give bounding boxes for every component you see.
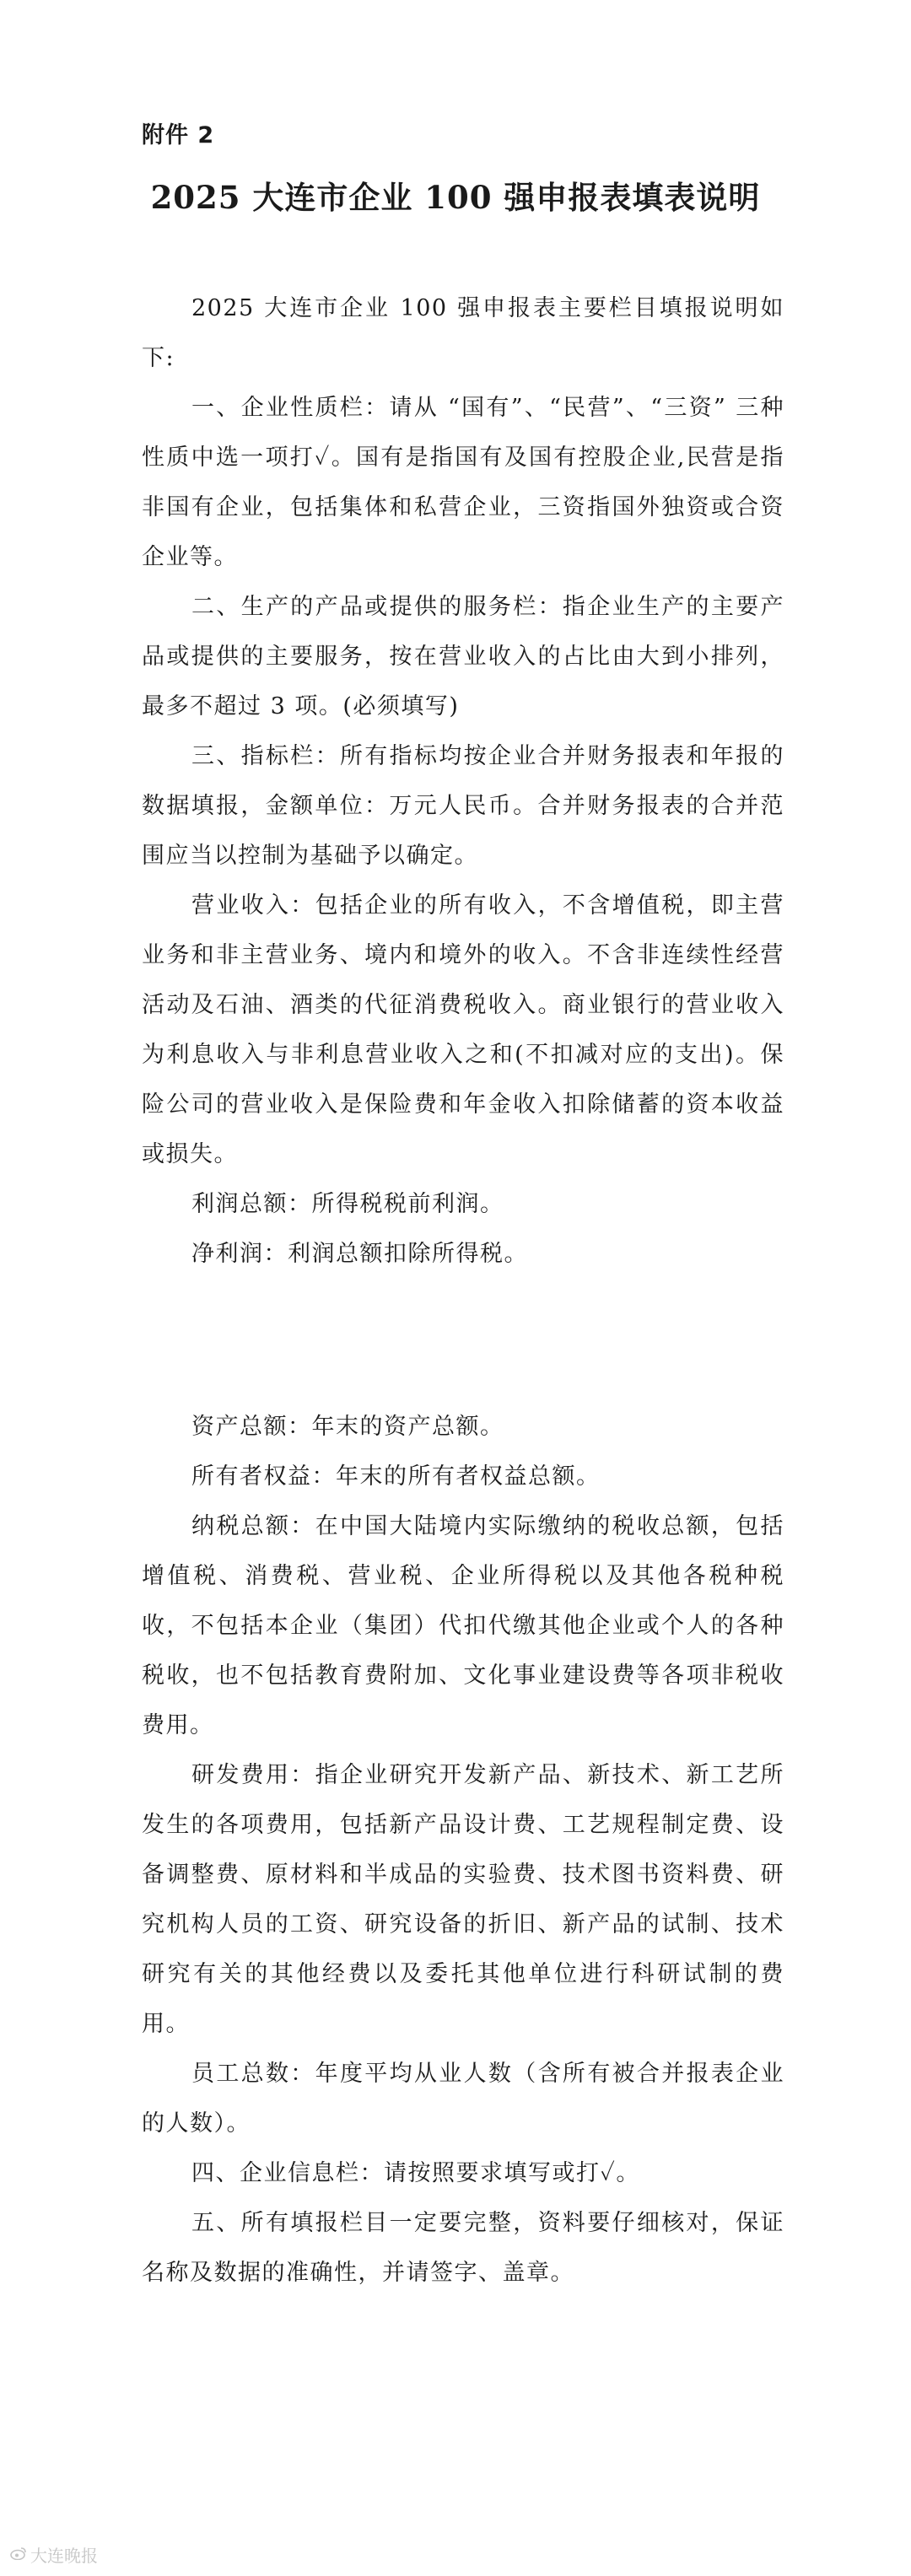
employee-count-paragraph: 员工总数：年度平均从业人数（含所有被合并报表企业的人数）。 <box>142 2061 784 2137</box>
revenue-paragraph: 营业收入：包括企业的所有收入，不含增值税，即主营业务和非主营业务、境内和境外的收入。不含非连续性经营活动及石油、酒类的代征消费税收入。商业银行的营业收入为利息收入与非利息营业收入之和(不扣减对应的支出)。保险公司的营业收入是保险费和年金收入扣除储蓄的资本收益或损失。 <box>142 892 784 1167</box>
total-assets-paragraph: 资产总额：年末的资产总额。 <box>191 1414 504 1440</box>
enterprise-info-paragraph: 四、企业信息栏：请按照要求填写或打✓。 <box>191 2160 640 2186</box>
watermark <box>10 2542 98 2567</box>
watermark-text: 大连晚报 <box>30 2546 98 2566</box>
total-profit-paragraph: 利润总额：所得税税前利润。 <box>191 1191 504 1217</box>
document-title: 2025 大连市企业 100 强申报表填表说明 <box>150 179 761 216</box>
indicators-paragraph: 三、指标栏：所有指标均按企业合并财务报表和年报的数据填报，金额单位：万元人民币。合并财务报表的合并范围应当以控制为基础予以确定。 <box>142 743 784 869</box>
rd-expense-paragraph: 研发费用：指企业研究开发新产品、新技术、新工艺所发生的各项费用，包括新产品设计费、工艺规程制定费、设备调整费、原材料和半成品的实验费、技术图书资料费、研究机构人员的工资、研究设备的折旧、新产品的试制、技术研究有关的其他经费以及委托其他单位进行科研试制的费用。 <box>142 1762 784 2037</box>
enterprise-nature-paragraph: 一、企业性质栏：请从 “国有”、“民营”、“三资” 三种性质中选一项打✓。国有是指国有及国有控股企业,民营是指非国有企业，包括集体和私营企业，三资指国外独资或合资企业等。 <box>142 395 784 570</box>
net-profit-paragraph: 净利润：利润总额扣除所得税。 <box>191 1241 528 1267</box>
instructions-section-top <box>142 283 784 1279</box>
owners-equity-paragraph: 所有者权益：年末的所有者权益总额。 <box>191 1463 601 1490</box>
weibo-icon <box>10 2544 27 2565</box>
total-tax-paragraph: 纳税总额：在中国大陆境内实际缴纳的税收总额，包括增值税、消费税、营业税、企业所得税以及其他各税种税收，不包括本企业（集团）代扣代缴其他企业或个人的各种税收，也不包括教育费附加、文化事业建设费等各项非税收费用。 <box>142 1513 784 1738</box>
products-services-paragraph: 二、生产的产品或提供的服务栏：指企业生产的主要产品或提供的主要服务，按在营业收入的占比由大到小排列，最多不超过 3 项。(必须填写) <box>142 594 784 719</box>
completeness-paragraph: 五、所有填报栏目一定要完整，资料要仔细核对，保证名称及数据的准确性，并请签字、盖章。 <box>142 2210 784 2286</box>
attachment-label: 附件 2 <box>142 122 215 148</box>
instructions-section-bottom <box>142 1402 784 2298</box>
intro-paragraph: 2025 大连市企业 100 强申报表主要栏目填报说明如下: <box>142 295 784 371</box>
